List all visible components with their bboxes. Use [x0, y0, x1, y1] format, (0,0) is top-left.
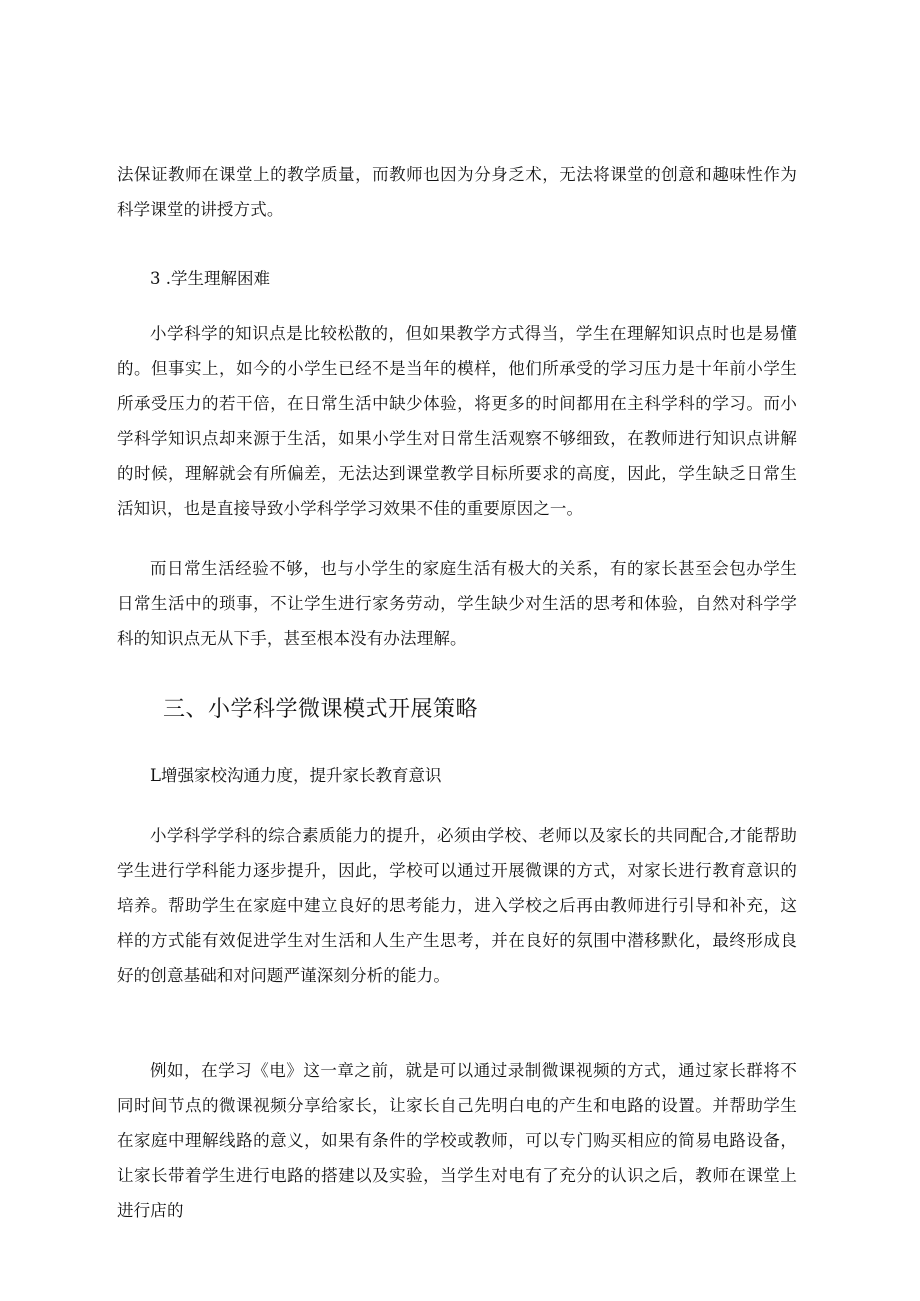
subheading-student-understanding: 3 .学生理解困难 — [150, 269, 270, 288]
paragraph-electricity-example: 例如，在学习《电》这一章之前，就是可以通过录制微课视频的方式，通过家长群将不同时间节点的微课视频分享给家长，让家长自己先明白电的产生和电路的设置。并帮助学生在家庭中理解线路的意义，如果有条件的学校或教师，可以专门购买相应的简易电路设备，让家长带着学生进行电路的搭建以及实验，当学生对电有了充分的认识之后，教师在课堂上进行店的 — [117, 1061, 797, 1220]
paragraph-family-life: 而日常生活经验不够，也与小学生的家庭生活有极大的关系，有的家长甚至会包办学生日常生活中的琐事，不让学生进行家务劳动，学生缺少对生活的思考和体验，自然对科学学科的知识点无从下手，甚至根本没有办法理解。 — [117, 559, 797, 648]
paragraph-understanding-difficulty: 小学科学的知识点是比较松散的，但如果教学方式得当，学生在理解知识点时也是易懂的。但事实上，如今的小学生已经不是当年的模样，他们所承受的学习压力是十年前小学生所承受压力的若干倍，在日常生活中缺少体验，将更多的时间都用在主科学科的学习。而小学科学知识点却来源于生活，如果小学生对日常生活观察不够细致，在教师进行知识点讲解的时候，理解就会有所偏差，无法达到课堂教学目标所要求的高度，因此，学生缺乏日常生活知识，也是直接导致小学科学学习效果不佳的重要原因之一。 — [117, 324, 797, 518]
paragraph-strategy-parents: 小学科学学科的综合素质能力的提升，必须由学校、老师以及家长的共同配合,才能帮助学生进行学科能力逐步提升，因此，学校可以通过开展微课的方式，对家长进行教育意识的培养。帮助学生在家庭中建立良好的思考能力，进入学校之后再由教师进行引导和补充，这样的方式能有效促进学生对生活和人生产生思考，并在良好的氛围中潜移默化，最终形成良好的创意基础和对问题严谨深刻分析的能力。 — [117, 826, 797, 985]
subheading-home-school-communication: L增强家校沟通力度，提升家长教育意识 — [150, 766, 442, 785]
paragraph-intro: 法保证教师在课堂上的教学质量，而教师也因为分身乏术，无法将课堂的创意和趣味性作为科学课堂的讲授方式。 — [117, 165, 797, 219]
section-title-strategies: 三、小学科学微课模式开展策略 — [163, 697, 479, 722]
